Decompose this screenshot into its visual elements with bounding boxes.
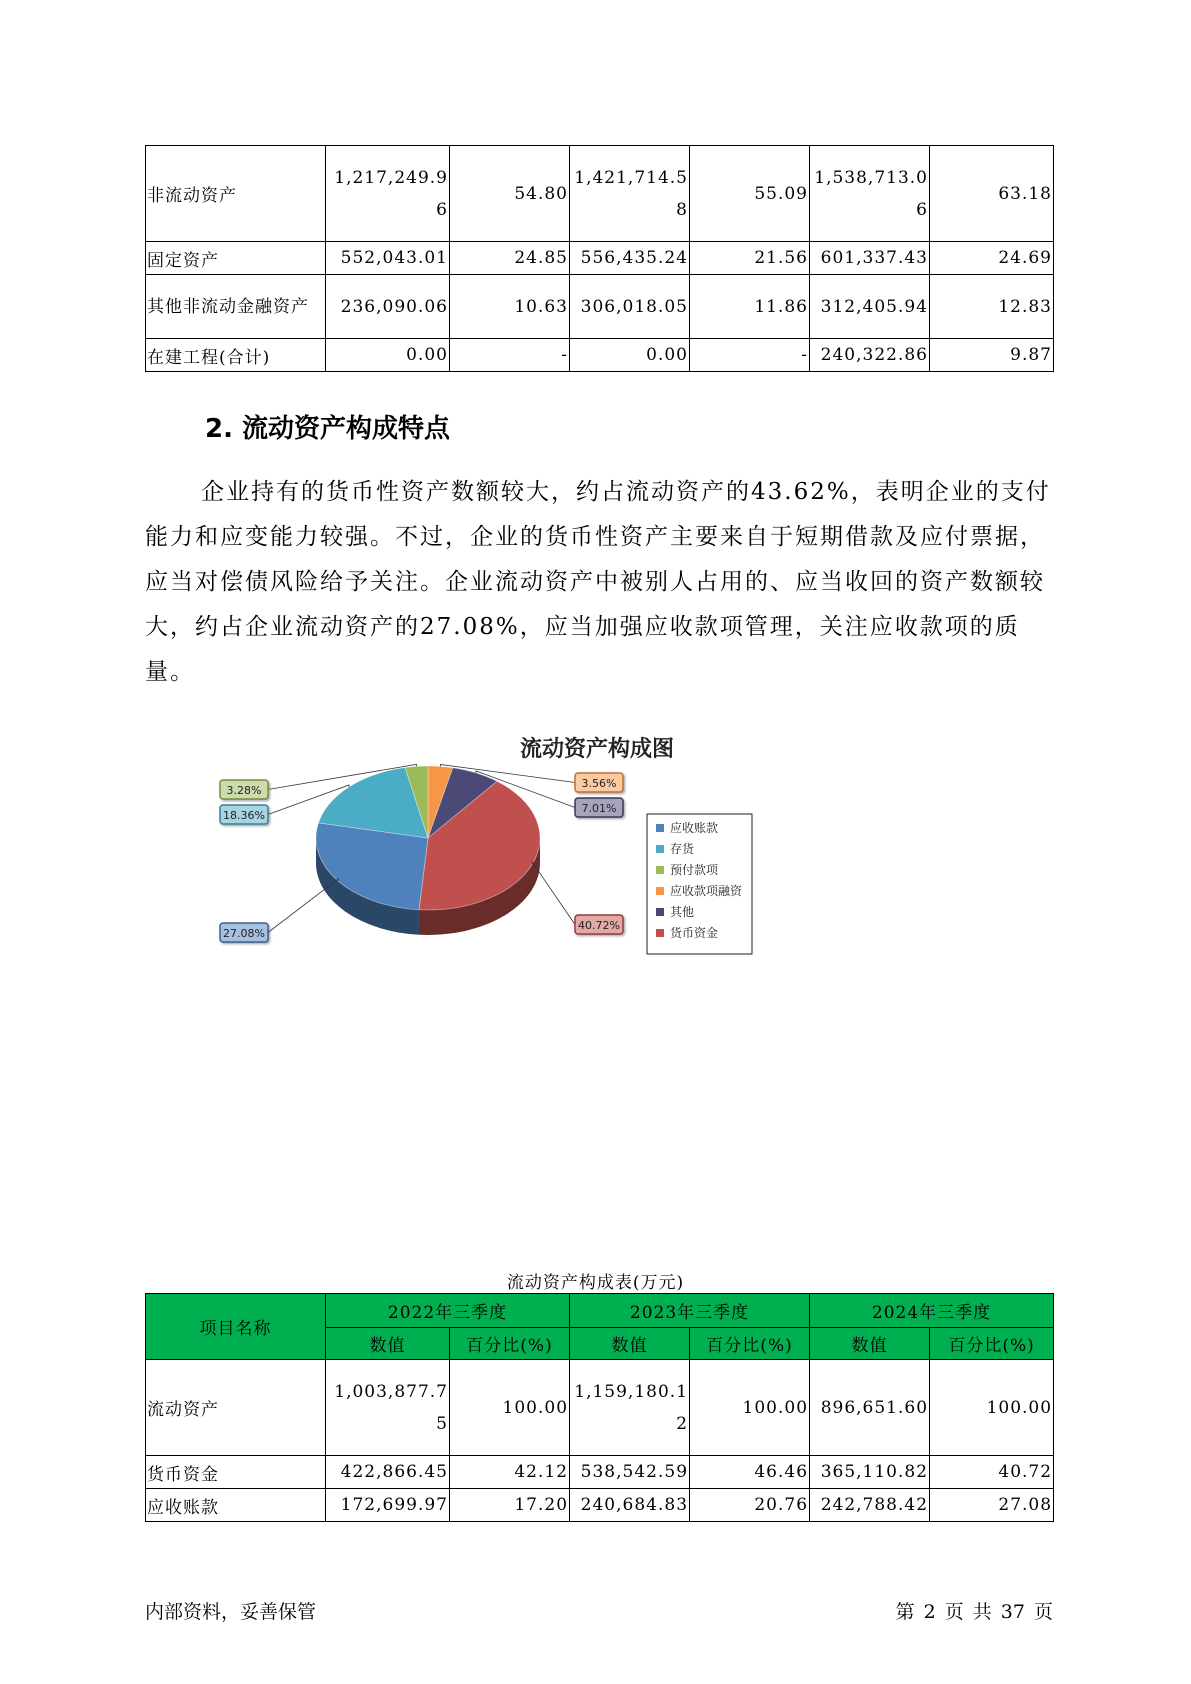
value-cell: 306,018.05 (570, 275, 690, 339)
table-row (146, 242, 1054, 275)
header-value: 数值 (810, 1328, 930, 1360)
leader-line (532, 862, 575, 924)
value-cell: 1,217,249.96 (326, 146, 450, 242)
data-label: 27.08% (223, 927, 265, 940)
percent-cell: 100.00 (690, 1360, 810, 1456)
value-cell: 1,159,180.12 (570, 1360, 690, 1456)
percent-cell: 40.72 (930, 1456, 1054, 1489)
percent-cell: 10.63 (450, 275, 570, 339)
leader-line (268, 879, 338, 933)
value-cell: 236,090.06 (326, 275, 450, 339)
table-header-row (146, 1294, 1054, 1328)
value-cell: 0.00 (570, 339, 690, 372)
data-label: 40.72% (578, 919, 620, 932)
legend-swatch (656, 845, 664, 853)
legend-swatch (656, 866, 664, 874)
value-cell: 538,542.59 (570, 1456, 690, 1489)
value-cell: 422,866.45 (326, 1456, 450, 1489)
percent-cell: 55.09 (690, 146, 810, 242)
footer-confidential: 内部资料，妥善保管 (145, 1601, 317, 1623)
value-cell: 1,421,714.58 (570, 146, 690, 242)
legend-swatch (656, 824, 664, 832)
header-period: 2023年三季度 (570, 1294, 810, 1328)
value-cell: 896,651.60 (810, 1360, 930, 1456)
data-label: 3.56% (581, 777, 617, 790)
percent-cell: 54.80 (450, 146, 570, 242)
legend-item: 应收账款 (670, 821, 719, 835)
value-cell: 240,322.86 (810, 339, 930, 372)
row-label: 流动资产 (146, 1360, 326, 1456)
row-label: 货币资金 (146, 1456, 326, 1489)
percent-cell: 46.46 (690, 1456, 810, 1489)
header-value: 数值 (570, 1328, 690, 1360)
data-label: 18.36% (223, 809, 265, 822)
percent-cell: 63.18 (930, 146, 1054, 242)
legend-item: 货币资金 (670, 926, 719, 940)
value-cell: 240,684.83 (570, 1489, 690, 1522)
row-label: 固定资产 (146, 242, 326, 275)
percent-cell: 9.87 (930, 339, 1054, 372)
row-label: 在建工程(合计) (146, 339, 326, 372)
legend-swatch (656, 887, 664, 895)
value-cell: 556,435.24 (570, 242, 690, 275)
table-row (146, 146, 1054, 242)
percent-cell: 24.85 (450, 242, 570, 275)
percent-cell: 42.12 (450, 1456, 570, 1489)
header-item-name: 项目名称 (146, 1294, 326, 1360)
data-label: 3.28% (226, 784, 262, 797)
data-label: 7.01% (581, 802, 617, 815)
table-row (146, 339, 1054, 372)
header-period: 2024年三季度 (810, 1294, 1054, 1328)
value-cell: 172,699.97 (326, 1489, 450, 1522)
table-row (146, 1360, 1054, 1456)
legend-item: 应收款项融资 (670, 884, 743, 898)
value-cell: 1,003,877.75 (326, 1360, 450, 1456)
legend-swatch (656, 929, 664, 937)
analysis-paragraph: 企业持有的货币性资产数额较大，约占流动资产的43.62%，表明企业的支付能力和应变能力较强。不过，企业的货币性资产主要来自于短期借款及应付票据，应当对偿债风险给予关注。企业流动资产中被别人占用的、应当收回的资产数额较大，约占企业流动资产的27.08%，应当加强应收款项管理，关注应收款项的质量。 (145, 479, 1051, 685)
non-current-assets-table (145, 145, 1054, 372)
header-percent: 百分比(%) (690, 1328, 810, 1360)
percent-cell: 27.08 (930, 1489, 1054, 1522)
chart-title: 流动资产构成图 (519, 737, 675, 762)
row-label: 非流动资产 (146, 146, 326, 242)
percent-cell: 100.00 (450, 1360, 570, 1456)
table-row (146, 1489, 1054, 1522)
chart-legend (647, 814, 752, 954)
table-row (146, 275, 1054, 339)
legend-item: 预付款项 (670, 863, 719, 877)
header-period: 2022年三季度 (326, 1294, 570, 1328)
legend-item: 存货 (670, 842, 695, 856)
header-value: 数值 (326, 1328, 450, 1360)
footer-page-number: 第 2 页 共 37 页 (895, 1601, 1053, 1623)
value-cell: 0.00 (326, 339, 450, 372)
percent-cell: 20.76 (690, 1489, 810, 1522)
value-cell: 552,043.01 (326, 242, 450, 275)
percent-cell: 24.69 (930, 242, 1054, 275)
current-assets-pie-chart (200, 730, 840, 1050)
value-cell: 365,110.82 (810, 1456, 930, 1489)
percent-cell: 17.20 (450, 1489, 570, 1522)
percent-cell: - (450, 339, 570, 372)
pie-slices (316, 766, 540, 910)
legend-swatch (656, 908, 664, 916)
value-cell: 1,538,713.06 (810, 146, 930, 242)
row-label: 应收账款 (146, 1489, 326, 1522)
value-cell: 601,337.43 (810, 242, 930, 275)
table-row (146, 1456, 1054, 1489)
row-label: 其他非流动金融资产 (146, 275, 326, 339)
current-assets-table (145, 1293, 1054, 1522)
percent-cell: 11.86 (690, 275, 810, 339)
header-percent: 百分比(%) (930, 1328, 1054, 1360)
table-caption: 流动资产构成表(万元) (506, 1273, 685, 1293)
percent-cell: 12.83 (930, 275, 1054, 339)
percent-cell: - (690, 339, 810, 372)
value-cell: 242,788.42 (810, 1489, 930, 1522)
percent-cell: 100.00 (930, 1360, 1054, 1456)
legend-item: 其他 (670, 905, 695, 919)
header-percent: 百分比(%) (450, 1328, 570, 1360)
section-heading: 2. 流动资产构成特点 (205, 414, 451, 444)
value-cell: 312,405.94 (810, 275, 930, 339)
percent-cell: 21.56 (690, 242, 810, 275)
